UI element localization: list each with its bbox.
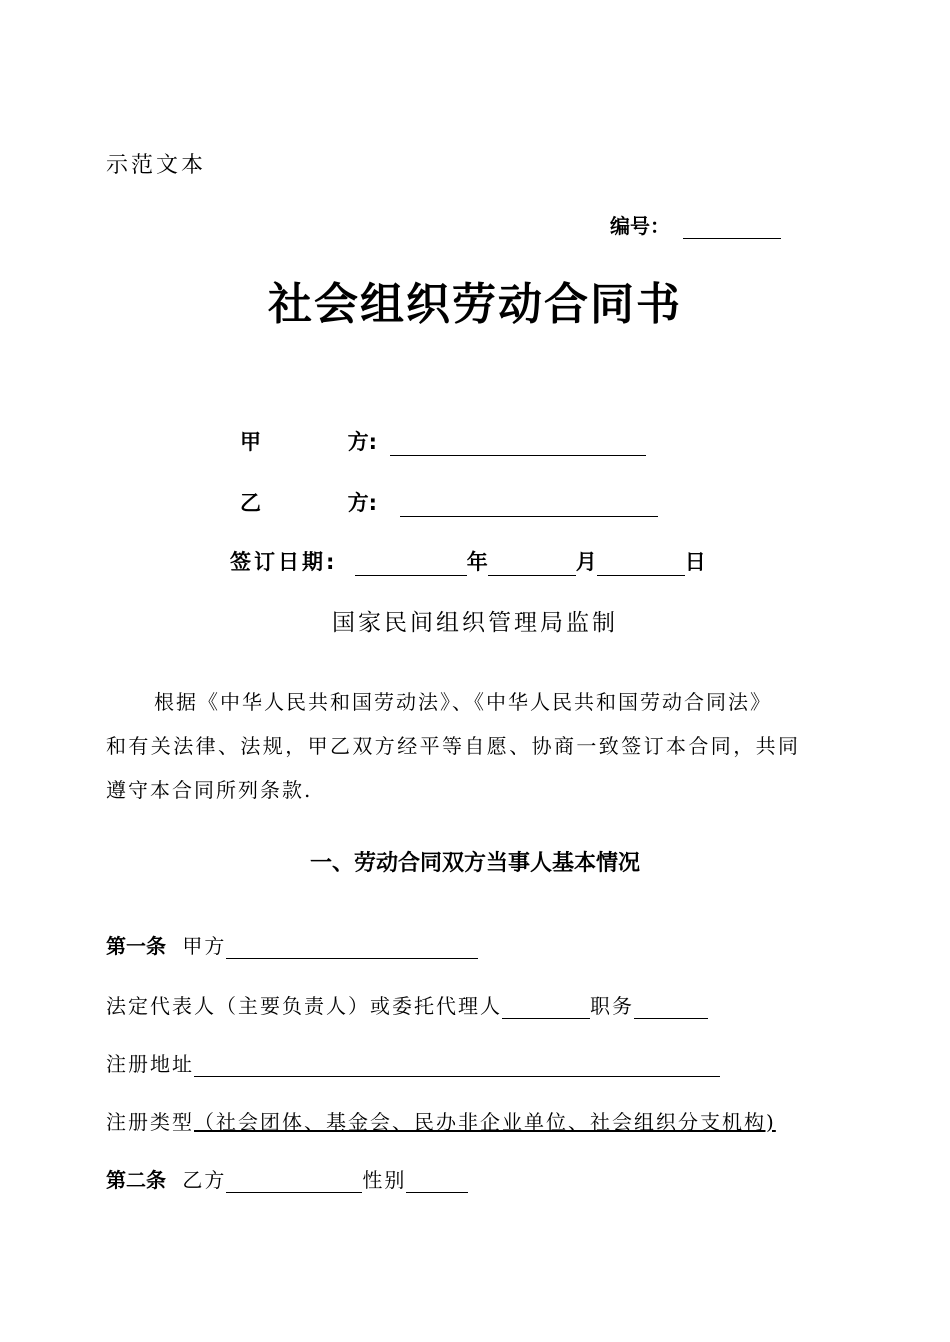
day-label: 日 [684,550,706,574]
party-b-row [240,487,658,517]
sign-day-field[interactable] [597,555,685,576]
reg-type-row [106,1106,776,1135]
preamble-line-3: 遵守本合同所列条款. [106,778,313,802]
article-1-row [106,930,478,959]
party-b-char: 乙 [240,491,261,515]
article-1-label: 第一条 [106,934,166,958]
number-label: 编号： [610,214,670,238]
position-label: 职务 [590,994,634,1018]
party-b-field[interactable] [400,496,658,517]
party-b-name-field[interactable] [226,1172,362,1193]
party-b-label: 方: [347,491,378,515]
legal-rep-field[interactable] [502,998,590,1019]
document-number [610,210,781,239]
gender-field[interactable] [406,1172,468,1193]
gender-label: 性别 [362,1168,407,1192]
month-label: 月 [575,550,597,574]
issuer-line: 国家民间组织管理局监制 [332,610,618,636]
sign-year-field[interactable] [355,555,467,576]
party-a-label: 方: [347,430,378,454]
legal-rep-row [106,990,708,1019]
party-a-row [240,426,646,456]
article-2-text: 乙方 [182,1168,227,1192]
party-a-field[interactable] [390,435,646,456]
sign-date-label: 签订日期: [230,550,338,574]
article-2-label: 第二条 [106,1168,166,1192]
legal-rep-label: 法定代表人（主要负责人）或委托代理人 [106,994,502,1018]
position-field[interactable] [634,998,708,1019]
party-a-name-field[interactable] [226,938,478,959]
sign-date-row [230,546,706,576]
reg-address-label: 注册地址 [106,1052,194,1076]
party-a-char: 甲 [240,430,261,454]
preamble-line-2: 和有关法律、法规，甲乙双方经平等自愿、协商一致签订本合同，共同 [106,734,801,758]
article-2-row [106,1164,468,1193]
document-title: 社会组织劳动合同书 [268,279,682,330]
preamble-line-1: 根据《中华人民共和国劳动法》、《中华人民共和国劳动合同法》 [154,690,772,714]
reg-type-options[interactable]: （社会团体、基金会、民办非企业单位、社会组织分支机构) [194,1110,776,1134]
section-1-heading: 一、劳动合同双方当事人基本情况 [309,851,640,876]
sample-text-label: 示范文本 [106,153,207,178]
sign-month-field[interactable] [488,555,576,576]
reg-address-field[interactable] [194,1056,720,1077]
reg-address-row [106,1048,720,1077]
reg-type-label: 注册类型 [106,1110,194,1134]
year-label: 年 [466,550,488,574]
number-field[interactable] [683,218,781,239]
article-1-text: 甲方 [182,934,227,958]
